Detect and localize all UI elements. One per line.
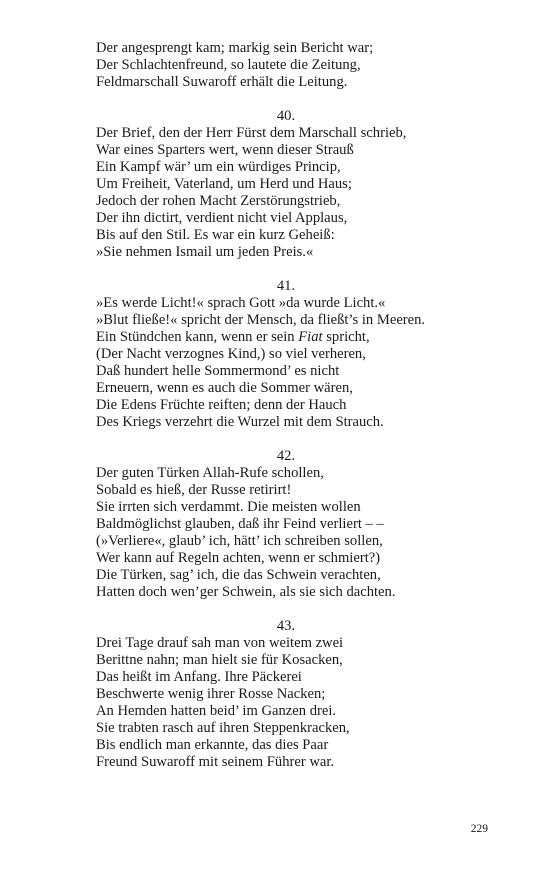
verse-line: Sie irrten sich verdammt. Die meisten wollen [96, 499, 361, 515]
verse-line: Wer kann auf Regeln achten, wenn er schmiert?) [96, 550, 381, 566]
verse-line: Sie trabten rasch auf ihren Steppenkracken, [96, 720, 350, 736]
verse-line: Der guten Türken Allah-Rufe schollen, [96, 465, 324, 481]
verse-line: Die Türken, sag’ ich, die das Schwein verachten, [96, 567, 381, 583]
verse-line: Um Freiheit, Vaterland, um Herd und Haus; [96, 176, 352, 192]
stanza-number: 43. [276, 618, 296, 634]
verse-line: Des Kriegs verzehrt die Wurzel mit dem Strauch. [96, 414, 384, 430]
verse-line: Hatten doch wen’ger Schwein, als sie sich dachten. [96, 584, 396, 600]
verse-line: Der Schlachtenfreund, so lautete die Zeitung, [96, 57, 361, 73]
verse-line: (»Verliere«, glaub’ ich, hätt’ ich schreiben sollen, [96, 533, 383, 549]
stanza-40 [96, 108, 476, 261]
stanza-43 [96, 618, 476, 771]
verse-line: Feldmarschall Suwaroff erhält die Leitung. [96, 74, 348, 90]
stanza-41 [96, 278, 476, 431]
stanza-number: 42. [276, 448, 296, 464]
opening-lines [96, 40, 476, 91]
verse-line: Bis endlich man erkannte, das dies Paar [96, 737, 329, 753]
verse-line: Der angesprengt kam; markig sein Bericht war; [96, 40, 374, 56]
stanza-number: 40. [276, 108, 296, 124]
verse-line: Drei Tage drauf sah man von weitem zwei [96, 635, 344, 651]
stanza-42 [96, 448, 476, 601]
verse-line: An Hemden hatten beid’ im Ganzen drei. [96, 703, 337, 719]
verse-line-end: spricht, [322, 329, 370, 345]
verse-line: »Es werde Licht!« sprach Gott »da wurde Licht.« [96, 295, 386, 311]
verse-line: Der ihn dictirt, verdient nicht viel Applaus, [96, 210, 348, 226]
verse-line: Berittne nahn; man hielt sie für Kosacken, [96, 652, 343, 668]
italic-word-fiat: Fiat [298, 329, 323, 345]
verse-line: »Blut fließe!« spricht der Mensch, da fließt’s in Meeren. [96, 312, 426, 328]
verse-line-with-italic [96, 329, 476, 346]
verse-line: Daß hundert helle Sommermond’ es nicht [96, 363, 340, 379]
verse-line: Ein Kampf wär’ um ein würdiges Princip, [96, 159, 341, 175]
stanza-number: 41. [276, 278, 296, 294]
verse-line: Die Edens Früchte reiften; denn der Hauch [96, 397, 347, 413]
verse-line: War eines Sparters wert, wenn dieser Strauß [96, 142, 354, 158]
verse-line: Jedoch der rohen Macht Zerstörungstrieb, [96, 193, 341, 209]
verse-line: »Sie nehmen Ismail um jeden Preis.« [96, 244, 314, 260]
verse-line: (Der Nacht verzognes Kind,) so viel verheren, [96, 346, 366, 362]
verse-line-start: Ein Stündchen kann, wenn er sein [96, 329, 299, 345]
verse-line: Freund Suwaroff mit seinem Führer war. [96, 754, 335, 770]
verse-line: Der Brief, den der Herr Fürst dem Marschall schrieb, [96, 125, 407, 141]
verse-line: Sobald es hieß, der Russe retirirt! [96, 482, 292, 498]
page-text-block [96, 40, 476, 771]
page-number: 229 [470, 823, 488, 835]
verse-line: Erneuern, wenn es auch die Sommer wären, [96, 380, 353, 396]
verse-line: Das heißt im Anfang. Ihre Päckerei [96, 669, 302, 685]
verse-line: Beschwerte wenig ihrer Rosse Nacken; [96, 686, 326, 702]
verse-line: Bis auf den Stil. Es war ein kurz Geheiß: [96, 227, 335, 243]
verse-line: Baldmöglichst glauben, daß ihr Feind verliert – – [96, 516, 384, 532]
